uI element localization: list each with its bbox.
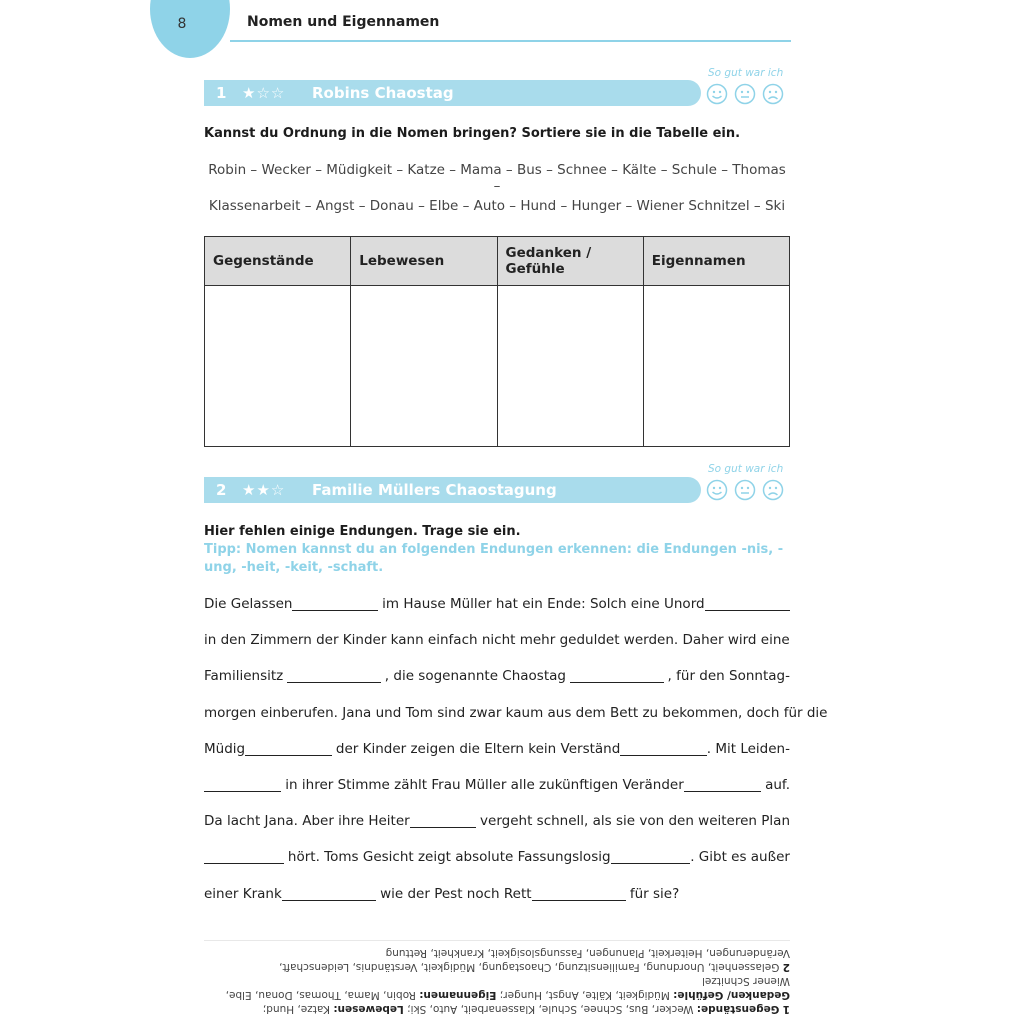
cloze-text: [204, 596, 828, 922]
cloze-line: [204, 886, 790, 922]
cloze-line: [204, 813, 790, 849]
section-2-instruction: Hier fehlen einige Endungen. Trage sie ein.: [204, 524, 521, 539]
answer-cell-gegenstaende[interactable]: [205, 286, 351, 447]
section-1-instruction: Kannst du Ordnung in die Nomen bringen? Sortiere sie in die Tabelle ein.: [204, 126, 741, 141]
section-number: 1: [216, 84, 227, 102]
cloze-line: [204, 849, 790, 885]
ending-blank-field[interactable]: [620, 741, 706, 756]
cloze-line: [204, 596, 790, 632]
cloze-text-segment: wie der Pest noch Rett: [375, 885, 532, 902]
answer-cell-gedanken[interactable]: [497, 286, 643, 447]
ending-blank-field[interactable]: [245, 741, 331, 756]
word-list-line-2: Klassenarbeit – Angst – Donau – Elbe – Auto – Hund – Hunger – Wiener Schnitzel – Ski: [208, 198, 786, 214]
sad-face-icon[interactable]: [762, 83, 784, 105]
cloze-text-segment: in ihrer Stimme zählt Frau Müller alle zukünftigen Veränder: [281, 776, 684, 793]
ending-blank-field[interactable]: [705, 596, 790, 611]
word-list-line-1: Robin – Wecker – Müdigkeit – Katze – Mama – Bus – Schnee – Kälte – Schule – Thomas –: [208, 162, 786, 194]
solution-2: 2 Gelassenheit, Unordnung, Familiensitzung, Chaostagung, Müdigkeit, Verständnis, Leidenschaft, Veränderungen, Heiterkeit, Planungen, Fassungslosigkeit, Krankheit, Rettung: [279, 947, 790, 973]
cloze-text-segment: Familiensitz: [204, 668, 284, 685]
cloze-text-segment: , die sogenannte Chaostag: [384, 668, 566, 685]
section-number: 2: [216, 481, 227, 499]
chapter-title: Nomen und Eigennamen: [247, 14, 440, 30]
solution-1: 1 Gegenstände: Wecker, Bus, Schnee, Schule, Klassenarbeit, Auto, Ski; Lebewesen: Katze, Hund; Gedanken/ Gefühle: Müdigkeit, Kälte, Angst, Hunger; Eigennamen: Robin, Mama, Thomas, Donau, Elbe, Wiener Schnitzel: [225, 975, 790, 1015]
ending-blank-field[interactable]: [204, 849, 284, 864]
ending-blank-field[interactable]: [570, 668, 664, 683]
cloze-text-segment: für sie?: [625, 885, 680, 902]
rating-faces: [706, 479, 784, 501]
cloze-line: [204, 777, 790, 813]
happy-face-icon[interactable]: [706, 83, 728, 105]
cloze-text-segment: Müdig: [204, 740, 246, 757]
cloze-text-segment: morgen einberufen. Jana und Tom sind zwar kaum aus dem Bett zu bekommen, doch für die: [204, 704, 828, 721]
cloze-text-segment: , für den Sonntag-: [667, 668, 790, 685]
column-header-lebewesen: Lebewesen: [351, 237, 497, 286]
column-header-gegenstaende: Gegenstände: [205, 237, 351, 286]
header-rule: [230, 40, 791, 42]
page-number: 8: [177, 16, 187, 32]
cloze-text-segment: Die Gelassen: [204, 596, 293, 612]
ending-blank-field[interactable]: [611, 849, 691, 864]
cloze-text-segment: vergeht schnell, als sie von den weiteren Plan: [475, 813, 790, 830]
cloze-text-segment: auf.: [760, 776, 790, 793]
cloze-text-segment: in den Zimmern der Kinder kann einfach nicht mehr geduldet werden. Daher wird eine: [204, 632, 790, 649]
ending-blank-field[interactable]: [684, 777, 761, 792]
cloze-text-segment: im Hause Müller hat ein Ende: Solch eine Unord: [377, 596, 705, 612]
section-1-bar: [204, 80, 701, 106]
rating-faces: [706, 83, 784, 105]
ending-blank-field[interactable]: [410, 813, 476, 828]
column-header-gedanken: Gedanken / Gefühle: [497, 237, 643, 286]
solutions-divider: [204, 940, 790, 941]
ending-blank-field[interactable]: [292, 596, 377, 611]
neutral-face-icon[interactable]: [734, 479, 756, 501]
ending-blank-field[interactable]: [204, 777, 281, 792]
cloze-text-segment: hört. Toms Gesicht zeigt absolute Fassungslosig: [283, 849, 611, 866]
section-title: Robins Chaostag: [312, 84, 454, 102]
happy-face-icon[interactable]: [706, 479, 728, 501]
rating-label: So gut war ich: [708, 463, 784, 475]
cloze-line: [204, 741, 790, 777]
cloze-line: [204, 704, 828, 741]
section-2-bar: [204, 477, 701, 503]
cloze-text-segment: einer Krank: [204, 885, 282, 902]
cloze-text-segment: . Gibt es außer: [690, 849, 790, 866]
cloze-line: [204, 668, 790, 704]
difficulty-stars-icon: ★☆☆: [242, 84, 286, 102]
ending-blank-field[interactable]: [532, 886, 626, 901]
cloze-text-segment: Da lacht Jana. Aber ihre Heiter: [204, 813, 410, 830]
sad-face-icon[interactable]: [762, 479, 784, 501]
section-title: Familie Müllers Chaostagung: [312, 481, 557, 499]
difficulty-stars-icon: ★★☆: [242, 481, 286, 499]
ending-blank-field[interactable]: [287, 668, 381, 683]
ending-blank-field[interactable]: [282, 886, 376, 901]
cloze-line: [204, 632, 790, 668]
rating-label: So gut war ich: [708, 67, 784, 79]
cloze-text-segment: der Kinder zeigen die Eltern kein Verständ: [331, 740, 621, 757]
cloze-text-segment: . Mit Leiden-: [706, 740, 790, 757]
sorting-table: [204, 236, 790, 447]
answer-cell-lebewesen[interactable]: [351, 286, 497, 447]
section-2-tip: Tipp: Nomen kannst du an folgenden Endungen erkennen: die Endungen -nis, -ung, -heit, -keit, -schaft.: [204, 542, 784, 575]
answer-cell-eigennamen[interactable]: [643, 286, 789, 447]
neutral-face-icon[interactable]: [734, 83, 756, 105]
column-header-eigennamen: Eigennamen: [643, 237, 789, 286]
solutions-upside-down: [204, 946, 790, 1016]
